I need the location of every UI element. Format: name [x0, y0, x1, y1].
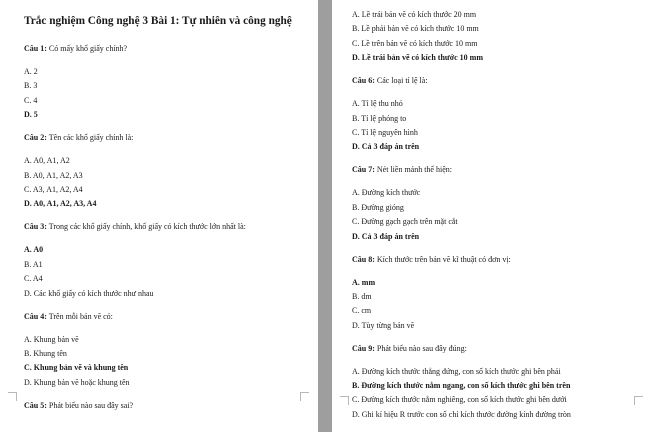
page-right-content — [352, 9, 640, 423]
answer-option: D. Cả 3 đáp án trên — [352, 231, 420, 241]
answer-choice: A. Đường kích thước thẳng đứng, con số kích thước ghi bên phải — [352, 366, 561, 376]
question-block — [24, 221, 308, 298]
question-prompt: Phát biểu nào sau đây sai? — [48, 400, 134, 410]
answer-choice: C. Lề trên bản vẽ có kích thước 10 mm — [352, 38, 478, 48]
question-prompt: Các loại tỉ lệ là: — [376, 76, 428, 86]
page-left-content — [24, 14, 308, 423]
answer-choice: C. A4 — [24, 274, 43, 284]
question-label: Câu 5: — [24, 400, 47, 410]
answer-choice: A. Đường kích thước — [352, 188, 421, 198]
question-block — [352, 254, 640, 331]
question-list-left — [24, 43, 308, 411]
answer-option: B. Đường kích thước nằm ngang, con số kích thước ghi bên trên — [352, 381, 571, 391]
answer-choice: C. cm — [352, 306, 372, 316]
answer-choice: D. Ghi kí hiệu R trước con số chỉ kích thước đường kính đường tròn — [352, 409, 571, 419]
answer-choice: B. 3 — [24, 81, 38, 91]
question-label: Câu 1: — [24, 44, 47, 53]
question-block — [24, 43, 308, 120]
answer-choice: C. 4 — [24, 95, 38, 105]
answer-option: C. Khung bản vẽ và khung tên — [24, 363, 129, 373]
question-text — [352, 343, 640, 354]
question-text — [352, 164, 640, 175]
answer-option: D. Lề trái bản vẽ có kích thước 10 mm — [352, 53, 483, 63]
question-text — [24, 400, 308, 411]
document-page-left — [0, 0, 318, 432]
answer-choice: B. Tỉ lệ phóng to — [352, 113, 407, 123]
answer-choice: D. Khung bản vẽ hoặc khung tên — [24, 377, 130, 387]
answer-choice: B. dm — [352, 291, 372, 301]
crop-mark — [300, 392, 309, 401]
question-prompt: Tên các khổ giấy chính là: — [48, 133, 134, 143]
question-text — [24, 132, 308, 143]
question-list-right — [352, 75, 640, 420]
question-label: Câu 8: — [352, 254, 375, 264]
question-label: Câu 4: — [24, 311, 47, 321]
question-block — [352, 343, 640, 420]
answer-choice: B. Khung tên — [24, 348, 67, 358]
answer-choice: C. Tỉ lệ nguyên hình — [352, 127, 418, 137]
answer-choice: C. A3, A1, A2, A4 — [24, 184, 83, 194]
question-block — [24, 311, 308, 388]
question-text — [24, 311, 308, 322]
answer-choice: A. Tỉ lệ thu nhỏ — [352, 99, 403, 109]
crop-mark — [340, 396, 349, 405]
question-text — [352, 75, 640, 86]
answer-choice: A. Khung bản vẽ — [24, 334, 79, 344]
question-prompt: Có mấy khổ giấy chính? — [48, 44, 128, 53]
answer-choice: B. Lề phải bản vẽ có kích thước 10 mm — [352, 24, 479, 34]
answer-option: D. 5 — [24, 110, 38, 120]
continued-options — [352, 9, 640, 63]
answer-option: D. Cả 3 đáp án trên — [352, 142, 420, 152]
answer-choice: B. Đường gióng — [352, 202, 404, 212]
answer-choice: A. A0, A1, A2 — [24, 156, 70, 166]
answer-choice: D. Các khổ giấy có kích thước như nhau — [24, 288, 154, 298]
answer-choice: C. Đường kích thước nằm nghiêng, con số kích thước ghi bên dưới — [352, 395, 567, 405]
answer-option: A. mm — [352, 277, 376, 287]
answer-choice: A. Lề trái bản vẽ có kích thước 20 mm — [352, 10, 477, 19]
question-prompt: Nét liền mảnh thể hiện: — [376, 165, 452, 175]
question-prompt: Kích thước trên bản vẽ kĩ thuật có đơn vị: — [376, 254, 511, 264]
question-label: Câu 2: — [24, 133, 47, 143]
crop-mark — [8, 392, 17, 401]
question-text — [24, 43, 308, 54]
question-prompt: Trên mỗi bản vẽ có: — [48, 311, 113, 321]
answer-choice: B. A1 — [24, 259, 43, 269]
question-text — [24, 221, 308, 232]
document-page-right — [332, 0, 650, 432]
question-label: Câu 6: — [352, 76, 375, 86]
question-block — [352, 164, 640, 241]
question-text — [352, 254, 640, 265]
question-prompt: Trong các khổ giấy chính, khổ giấy có kích thước lớn nhất là: — [48, 222, 246, 232]
question-prompt: Phát biểu nào sau đây đúng: — [376, 343, 467, 353]
answer-choice: C. Đường gạch gạch trên mặt cắt — [352, 217, 458, 227]
answer-option: A. A0 — [24, 245, 44, 255]
question-block — [24, 132, 308, 209]
question-block — [24, 400, 308, 411]
question-label: Câu 9: — [352, 343, 375, 353]
answer-choice: B. A0, A1, A2, A3 — [24, 170, 83, 180]
crop-mark — [634, 396, 643, 405]
question-label: Câu 3: — [24, 222, 47, 232]
question-block — [352, 75, 640, 152]
answer-choice: D. Tùy từng bản vẽ — [352, 320, 415, 330]
question-label: Câu 7: — [352, 165, 375, 175]
answer-choice: A. 2 — [24, 67, 38, 76]
document-title: Trắc nghiệm Công nghệ 3 Bài 1: Tự nhiên và công nghệ — [24, 15, 292, 27]
answer-option: D. A0, A1, A2, A3, A4 — [24, 199, 97, 209]
